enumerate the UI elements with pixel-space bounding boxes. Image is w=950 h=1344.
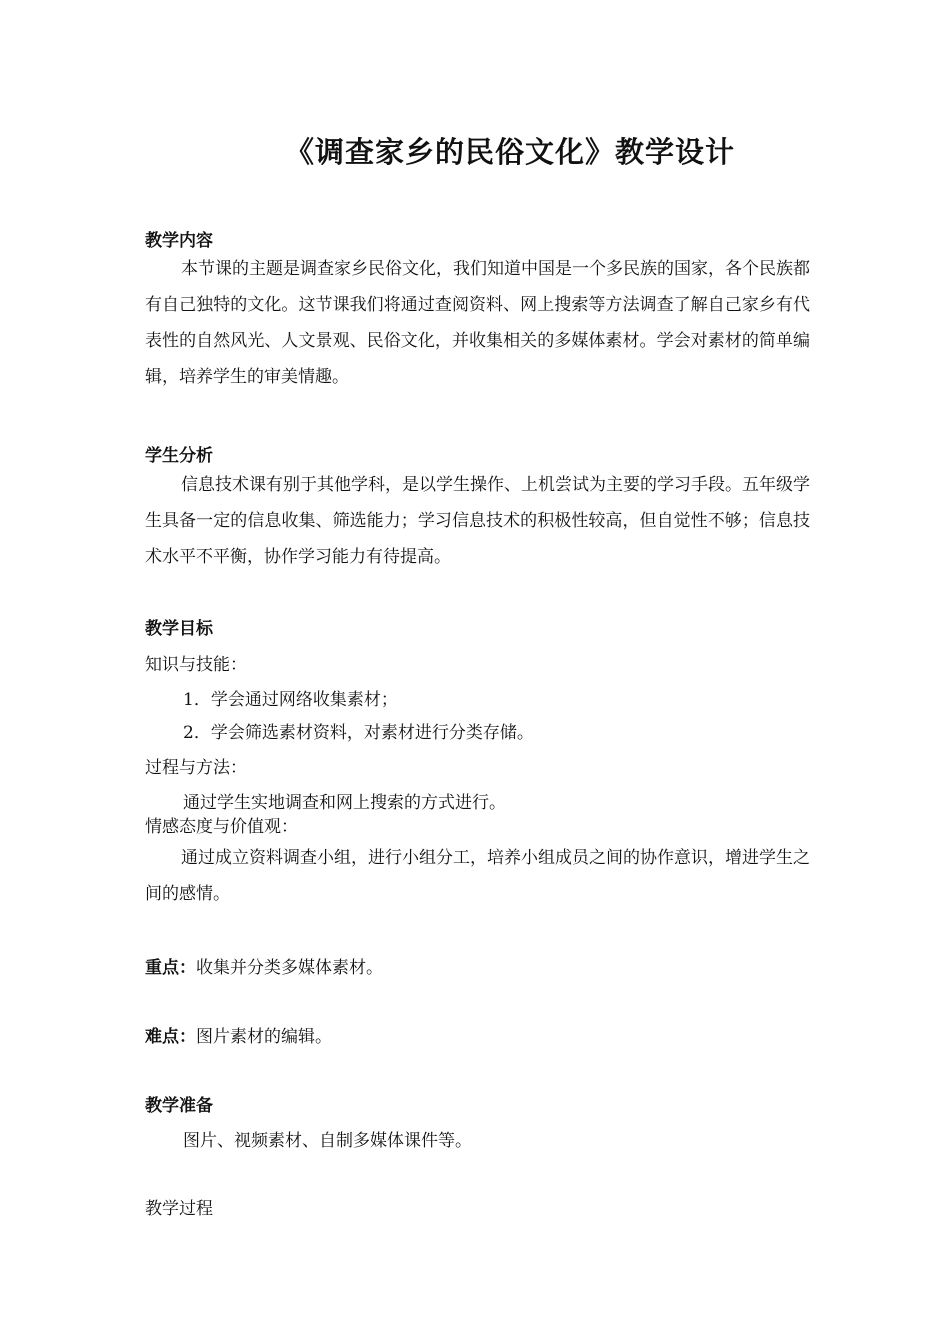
process-label: 过程与方法： [145,758,247,778]
difficulty-label: 难点： [145,1027,196,1047]
difficulty [145,1022,332,1047]
key-point-label: 重点： [145,958,196,978]
knowledge-item: 1．学会通过网络收集素材； [183,690,398,710]
section-heading-student-analysis: 学生分析 [145,446,213,466]
content-paragraph: 本节课的主题是调查家乡民俗文化，我们知道中国是一个多民族的国家，各个民族都有自己独特的文化。这节课我们将通过查阅资料、网上搜索等方法调查了解自己家乡有代表性的自然风光、人文景观、民俗文化，并收集相关的多媒体素材。学会对素材的简单编辑，培养学生的审美情趣。 [145,259,810,387]
knowledge-item: 2．学会筛选素材资料，对素材进行分类存储。 [183,723,534,743]
key-point [145,953,383,978]
preparation-text: 图片、视频素材、自制多媒体课件等。 [183,1131,472,1151]
section-heading-process: 教学过程 [145,1199,213,1219]
section-heading-objectives: 教学目标 [145,619,213,639]
process-text: 通过学生实地调查和网上搜索的方式进行。 [183,793,506,813]
emotion-label: 情感态度与价值观： [145,817,298,837]
difficulty-text: 图片素材的编辑。 [196,1027,332,1047]
page-title: 《调查家乡的民俗文化》教学设计 [284,135,735,169]
section-heading-preparation: 教学准备 [145,1096,213,1116]
student-analysis-paragraph: 信息技术课有别于其他学科，是以学生操作、上机尝试为主要的学习手段。五年级学生具备一定的信息收集、筛选能力；学习信息技术的积极性较高，但自觉性不够；信息技术水平不平衡，协作学习能力有待提高。 [145,475,810,567]
knowledge-label: 知识与技能： [145,655,247,675]
emotion-paragraph: 通过成立资料调查小组，进行小组分工，培养小组成员之间的协作意识，增进学生之间的感情。 [145,848,810,904]
section-heading-content: 教学内容 [145,231,213,251]
key-point-text: 收集并分类多媒体素材。 [196,958,383,978]
